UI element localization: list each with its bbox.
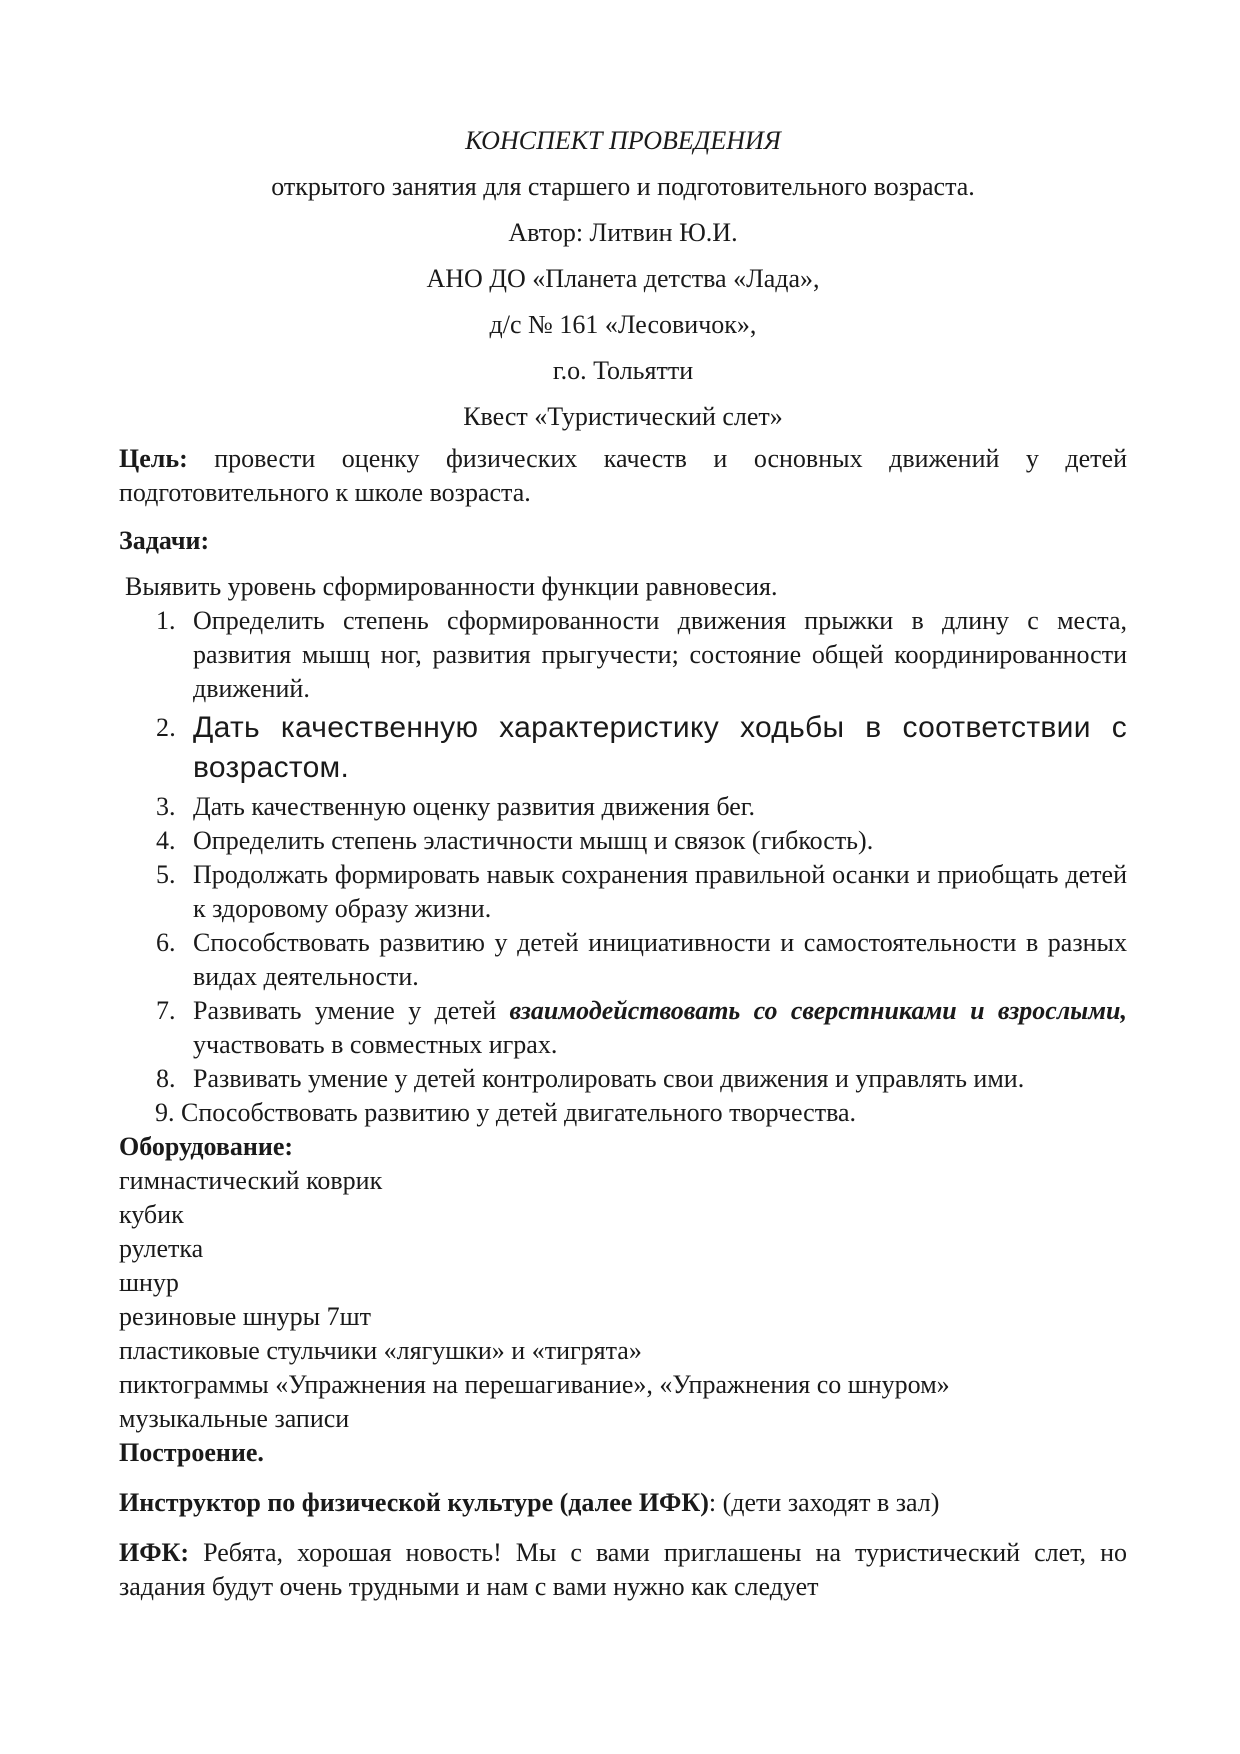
quest-title: Квест «Туристический слет» <box>463 402 783 431</box>
list-item: 9. Способствовать развитию у детей двигательного творчества. <box>155 1098 857 1127</box>
author-line: Автор: Литвин Ю.И. <box>508 218 738 247</box>
equipment-list <box>119 1164 1127 1436</box>
list-item: пластиковые стульчики «лягушки» и «тигрята» <box>119 1336 642 1365</box>
tasks-list <box>119 604 1127 1130</box>
document-title: КОНСПЕКТ ПРОВЕДЕНИЯ <box>465 126 781 155</box>
list-item: 6. Способствовать развитию у детей инициативности и самостоятельности в разных видах деятельности. <box>156 928 1127 991</box>
list-item: 3. Дать качественную оценку развития движения бег. <box>156 792 756 821</box>
organization-line: АНО ДО «Планета детства «Лада», <box>426 264 820 293</box>
document-header <box>119 118 1127 440</box>
list-item: шнур <box>119 1268 179 1297</box>
list-item: музыкальные записи <box>119 1404 350 1433</box>
speech-text: Ребята, хорошая новость! Мы с вами приглашены на туристический слет, но задания будут очень трудными и нам с вами нужно как следует <box>119 1538 1127 1601</box>
list-item: 4. Определить степень эластичности мышц и связок (гибкость). <box>156 826 874 855</box>
tasks-heading: Задачи: <box>119 526 210 555</box>
list-item: гимнастический коврик <box>119 1166 383 1195</box>
list-item: кубик <box>119 1200 184 1229</box>
instructor-line <box>119 1486 1127 1520</box>
list-item: 8. Развивать умение у детей контролировать свои движения и управлять ими. <box>156 1064 1025 1093</box>
list-item: рулетка <box>119 1234 204 1263</box>
list-item: 7. Развивать умение у детей взаимодействовать со сверстниками и взрослыми, участвовать в совместных играх. <box>156 996 1127 1059</box>
equipment-heading: Оборудование: <box>119 1132 294 1161</box>
list-item: 1. Определить степень сформированности движения прыжки в длину с места, развития мышц ног, развития прыгучести; состояние общей координированности движений. <box>156 606 1127 703</box>
construction-heading: Построение. <box>119 1438 264 1467</box>
goal-text: провести оценку физических качеств и основных движений у детей подготовительного к школе возраста. <box>119 444 1127 507</box>
speech-paragraph <box>119 1536 1127 1604</box>
city-line: г.о. Тольятти <box>552 356 694 385</box>
kindergarten-line: д/с № 161 «Лесовичок», <box>489 310 757 339</box>
list-item: 5. Продолжать формировать навык сохранения правильной осанки и приобщать детей к здоровому образу жизни. <box>156 860 1127 923</box>
goal-paragraph <box>119 442 1127 510</box>
speech-label: ИФК: <box>119 1538 190 1567</box>
emphasis-text: взаимодействовать со сверстниками и взрослыми, <box>509 996 1127 1025</box>
goal-label: Цель: <box>119 444 188 473</box>
list-item: 2. Дать качественную характеристику ходьбы в соответствии с возрастом. <box>156 711 1127 784</box>
list-item: пиктограммы «Упражнения на перешагивание», «Упражнения со шнуром» <box>119 1370 950 1399</box>
tasks-intro: Выявить уровень сформированности функции равновесия. <box>125 572 778 601</box>
instructor-text: : (дети заходят в зал) <box>708 1488 940 1517</box>
list-item: резиновые шнуры 7шт <box>119 1302 372 1331</box>
instructor-label: Инструктор по физической культуре (далее ИФК) <box>119 1488 709 1517</box>
document-subtitle: открытого занятия для старшего и подготовительного возраста. <box>271 172 975 201</box>
document-page <box>119 118 1127 1604</box>
